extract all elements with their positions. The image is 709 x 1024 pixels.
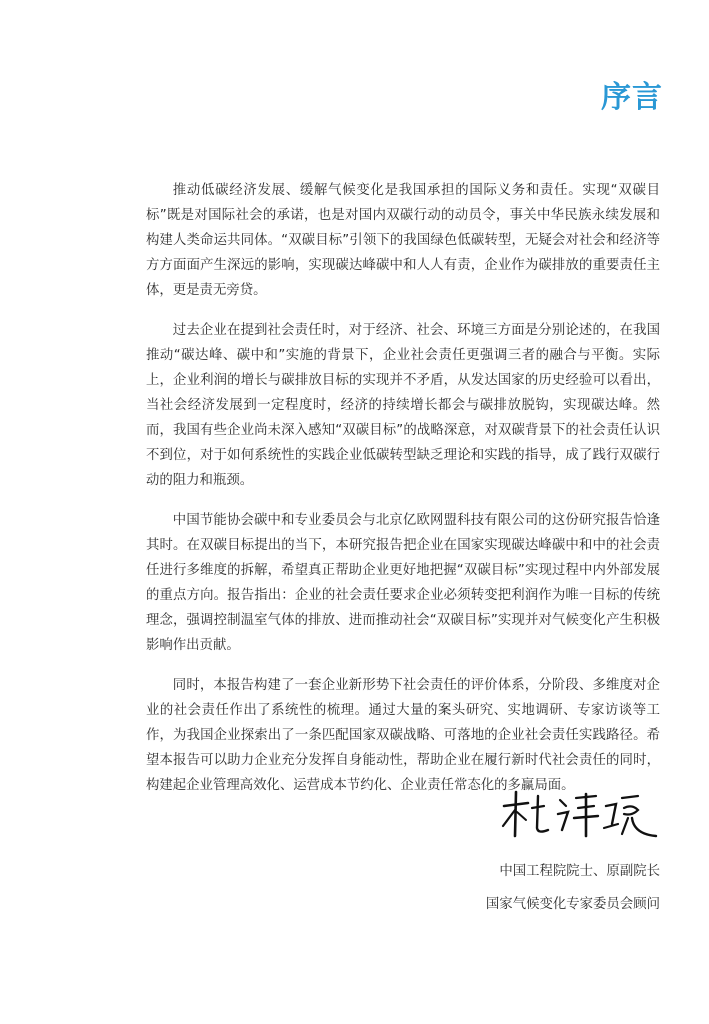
signer-title: 中国工程院院士、原副院长	[499, 864, 660, 879]
preface-body	[146, 178, 660, 813]
paragraph-3: 中国节能协会碳中和专业委员会与北京亿欧网盟科技有限公司的这份研究报告恰逢其时。在双碳目标提出的当下，本研究报告把企业在国家实现碳达峰碳中和中的社会责任进行多维度的拆解，希望真正帮助企业更好地把握“双碳目标”实现过程中内外部发展的重点方向。报告指出：企业的社会责任要求企业必须转变把利润作为唯一目标的传统理念，强调控制温室气体的排放、进而推动社会“双碳目标”实现并对气候变化产生积极影响作出贡献。	[146, 513, 660, 653]
paragraph-1: 推动低碳经济发展、缓解气候变化是我国承担的国际义务和责任。实现“双碳目标”既是对国际社会的承诺，也是对国内双碳行动的动员令，事关中华民族永续发展和构建人类命运共同体。“双碳目标”引领下的我国绿色低碳转型，无疑会对社会和经济等方方面面产生深远的影响，实现碳达峰碳中和人人有责，企业作为碳排放的重要责任主体，更是责无旁贷。	[146, 183, 660, 298]
page-title: 序言	[601, 80, 663, 115]
paragraph-2: 过去企业在提到社会责任时，对于经济、社会、环境三方面是分别论述的，在我国推动“碳达峰、碳中和”实施的背景下，企业社会责任更强调三者的融合与平衡。实际上，企业利润的增长与碳排放目标的实现并不矛盾，从发达国家的历史经验可以看出，当社会经济发展到一定程度时，经济的持续增长都会与碳排放脱钩，实现碳达峰。然而，我国有些企业尚未深入感知“双碳目标”的战略深意，对双碳背景下的社会责任认识不到位，对于如何系统性的实践企业低碳转型缺乏理论和实践的指导，成了践行双碳行动的阻力和瓶颈。	[146, 323, 660, 488]
paragraph-4: 同时，本报告构建了一套企业新形势下社会责任的评价体系，分阶段、多维度对企业的社会责任作出了系统性的梳理。通过大量的案头研究、实地调研、专家访谈等工作，为我国企业探索出了一条匹配国家双碳战略、可落地的企业社会责任实践路径。希望本报告可以助力企业充分发挥自身能动性，帮助企业在履行新时代社会责任的同时，构建起企业管理高效化、运营成本节约化、企业责任常态化的多赢局面。	[146, 678, 660, 793]
signer-advisory-role: 国家气候变化专家委员会顾问	[485, 897, 660, 912]
handwritten-signature	[498, 784, 660, 846]
